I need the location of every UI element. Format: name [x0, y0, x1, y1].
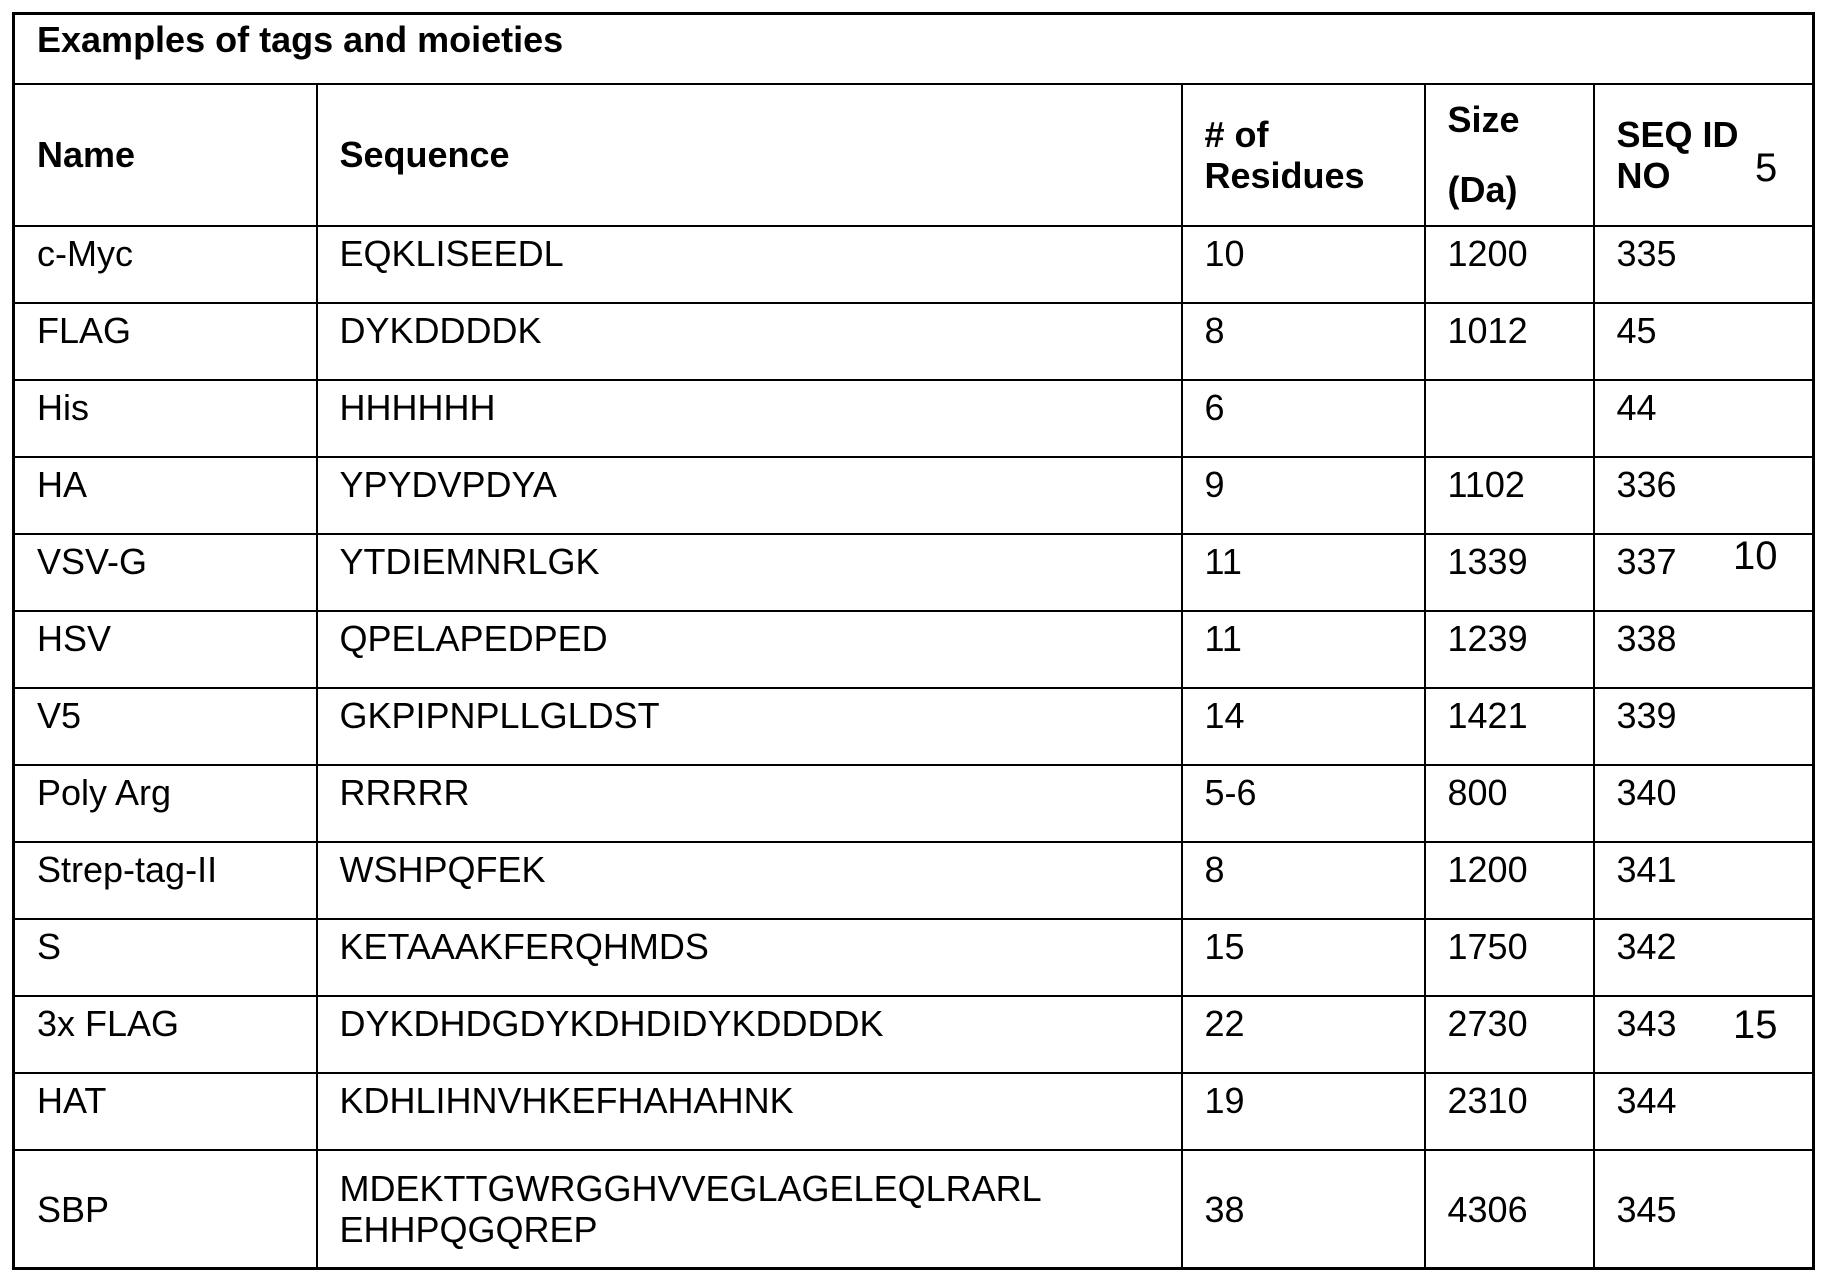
cell-seq-id: 335: [1594, 226, 1814, 303]
table-row: [14, 688, 1814, 765]
cell-name: Poly Arg: [14, 765, 317, 842]
cell-sequence: YTDIEMNRLGK: [317, 534, 1182, 611]
cell-size: 800: [1425, 765, 1594, 842]
cell-size: 1200: [1425, 842, 1594, 919]
cell-size: 1102: [1425, 457, 1594, 534]
cell-sequence: DYKDDDDK: [317, 303, 1182, 380]
cell-residues: 8: [1182, 842, 1425, 919]
cell-name: FLAG: [14, 303, 317, 380]
header-residues: [1182, 84, 1425, 226]
table-row: [14, 457, 1814, 534]
cell-sequence: DYKDHDGDYKDHDIDYKDDDDK: [317, 996, 1182, 1073]
cell-size: 1750: [1425, 919, 1594, 996]
cell-residues: 15: [1182, 919, 1425, 996]
cell-name: V5: [14, 688, 317, 765]
cell-seq-id: 44: [1594, 380, 1814, 457]
cell-sequence: RRRRR: [317, 765, 1182, 842]
table-row: [14, 303, 1814, 380]
cell-sequence: YPYDVPDYA: [317, 457, 1182, 534]
header-seq-line2: NO: [1617, 155, 1671, 196]
cell-name: HA: [14, 457, 317, 534]
table-row: [14, 226, 1814, 303]
cell-sequence: KETAAAKFERQHMDS: [317, 919, 1182, 996]
cell-size: [1425, 380, 1594, 457]
header-size: [1425, 84, 1594, 226]
table-row: [14, 380, 1814, 457]
cell-name: HAT: [14, 1073, 317, 1150]
cell-residues: 6: [1182, 380, 1425, 457]
cell-name: 3x FLAG: [14, 996, 317, 1073]
cell-seq-id: 340: [1594, 765, 1814, 842]
cell-seq-id: 45: [1594, 303, 1814, 380]
cell-seq-id: 341: [1594, 842, 1814, 919]
cell-name: c-Myc: [14, 226, 317, 303]
cell-name: HSV: [14, 611, 317, 688]
line-number: 5: [1755, 146, 1777, 191]
cell-sequence: KDHLIHNVHKEFHAHAHNK: [317, 1073, 1182, 1150]
cell-name: S: [14, 919, 317, 996]
cell-residues: 11: [1182, 534, 1425, 611]
header-sequence: Sequence: [317, 84, 1182, 226]
cell-seq-id: 345: [1594, 1150, 1814, 1269]
table-row: [14, 919, 1814, 996]
table-row: [14, 765, 1814, 842]
cell-sequence: QPELAPEDPED: [317, 611, 1182, 688]
line-number: 10: [1733, 534, 1778, 579]
header-residues-line2: Residues: [1205, 155, 1365, 196]
cell-size: 1339: [1425, 534, 1594, 611]
cell-residues: 14: [1182, 688, 1425, 765]
tags-table: [12, 12, 1815, 1270]
cell-size: 4306: [1425, 1150, 1594, 1269]
cell-residues: 10: [1182, 226, 1425, 303]
table-row: [14, 611, 1814, 688]
cell-sequence: EQKLISEEDL: [317, 226, 1182, 303]
header-residues-line1: # of: [1205, 114, 1269, 155]
cell-size: 1421: [1425, 688, 1594, 765]
header-name: Name: [14, 84, 317, 226]
cell-seq-id: 344: [1594, 1073, 1814, 1150]
cell-residues: 9: [1182, 457, 1425, 534]
cell-seq-id: 338: [1594, 611, 1814, 688]
table-row: [14, 534, 1814, 611]
cell-residues: 5-6: [1182, 765, 1425, 842]
cell-sequence: WSHPQFEK: [317, 842, 1182, 919]
cell-size: 2310: [1425, 1073, 1594, 1150]
table-title-row: [14, 14, 1814, 85]
header-row: [14, 84, 1814, 226]
cell-size: 2730: [1425, 996, 1594, 1073]
cell-seq-id: 339: [1594, 688, 1814, 765]
cell-name: VSV-G: [14, 534, 317, 611]
table-title: Examples of tags and moieties: [14, 14, 1814, 85]
cell-residues: 11: [1182, 611, 1425, 688]
cell-seq-id: 343: [1594, 996, 1814, 1073]
cell-size: 1200: [1425, 226, 1594, 303]
sequence-line1: MDEKTTGWRGGHVVEGLAGELEQLRARL: [340, 1168, 1042, 1209]
header-seq-id: [1594, 84, 1814, 226]
table-row: [14, 1150, 1814, 1269]
header-size-line2: (Da): [1448, 169, 1518, 210]
sequence-line2: EHHPQGQREP: [340, 1209, 598, 1250]
cell-name: Strep-tag-II: [14, 842, 317, 919]
table-row: [14, 996, 1814, 1073]
cell-seq-id: 337: [1594, 534, 1814, 611]
table-row: [14, 1073, 1814, 1150]
cell-seq-id: 336: [1594, 457, 1814, 534]
cell-residues: 38: [1182, 1150, 1425, 1269]
cell-sequence: [317, 1150, 1182, 1269]
cell-residues: 19: [1182, 1073, 1425, 1150]
line-number: 15: [1733, 1003, 1778, 1048]
table-row: [14, 842, 1814, 919]
cell-size: 1239: [1425, 611, 1594, 688]
cell-name: SBP: [14, 1150, 317, 1269]
cell-sequence: GKPIPNPLLGLDST: [317, 688, 1182, 765]
cell-residues: 8: [1182, 303, 1425, 380]
cell-residues: 22: [1182, 996, 1425, 1073]
header-seq-line1: SEQ ID: [1617, 114, 1739, 155]
cell-sequence: HHHHHH: [317, 380, 1182, 457]
cell-name: His: [14, 380, 317, 457]
cell-size: 1012: [1425, 303, 1594, 380]
cell-seq-id: 342: [1594, 919, 1814, 996]
header-size-line1: Size: [1448, 99, 1520, 140]
